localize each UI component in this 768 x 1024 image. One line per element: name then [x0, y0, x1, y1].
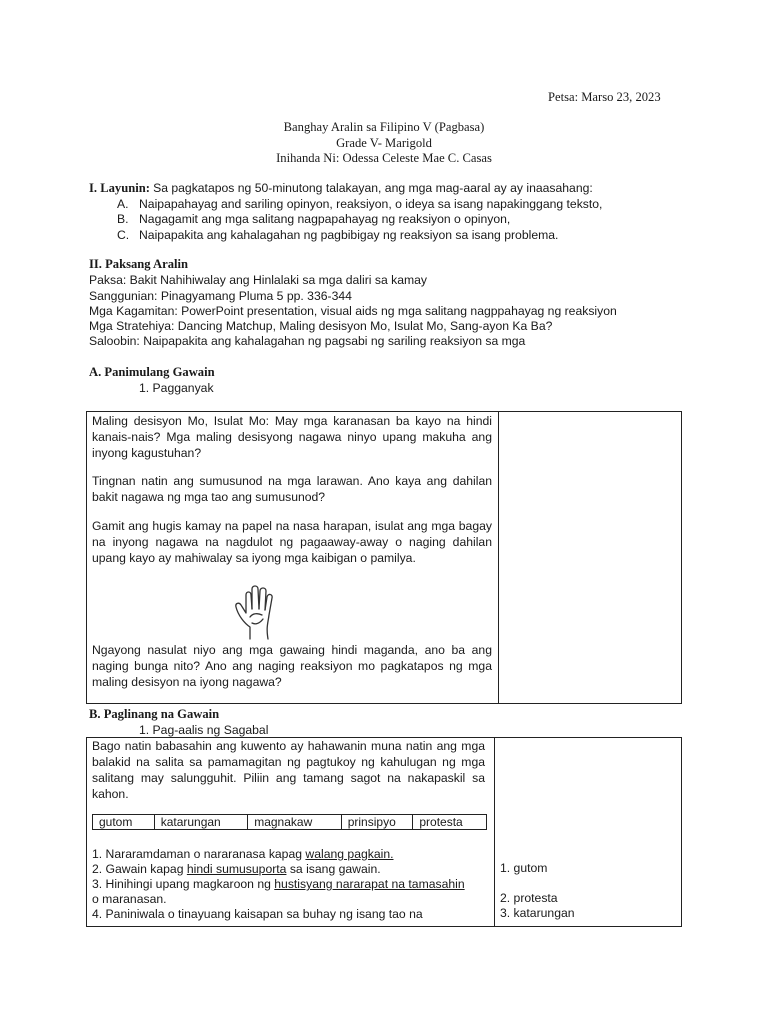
word-choices-box — [92, 814, 487, 830]
objective-text: Naipapakita ang kahalagahan ng pagbibigay ng reaksiyon sa isang problema. — [139, 228, 559, 242]
answer-item: 3. katarungan — [500, 906, 575, 920]
subject-materials: Mga Kagamitan: PowerPoint presentation, visual aids ng mga salitang nagppahayag ng reaksiyon — [89, 304, 617, 318]
section-b-heading: B. Paglinang na Gawain — [89, 707, 220, 721]
lesson-title: Banghay Aralin sa Filipino V (Pagbasa) — [283, 120, 485, 134]
section-a-subheading: 1. Pagganyak — [139, 381, 214, 395]
answer-item: 2. protesta — [500, 891, 558, 905]
objective-text: Naipapahayag and sariling opinyon, reaksiyon, o ideya sa isang napakinggang teksto, — [139, 197, 603, 211]
subject-heading: II. Paksang Aralin — [89, 257, 189, 271]
vocab-item: 2. Gawain kapag hindi sumusuporta sa isang gawain. — [92, 862, 381, 876]
answer-item: 1. gutom — [500, 861, 548, 875]
objective-letter: A. — [117, 197, 129, 211]
objectives-intro: Sa pagkatapos ng 50-minutong talakayan, ang mga mag-aaral ay ay inaasahang: — [153, 181, 593, 195]
subject-strategies: Mga Stratehiya: Dancing Matchup, Maling desisyon Mo, Isulat Mo, Sang-ayon Ka Ba? — [89, 319, 553, 333]
vocab-item: 3. Hinihingi upang magkaroon ng hustisyang nararapat na tamasahin — [92, 877, 465, 891]
motivation-para-2: Tingnan natin ang sumusunod na mga larawan. Ano kaya ang dahilan bakit nagawa ng mga tao ang sumusunod? — [92, 474, 492, 504]
author: Inihanda Ni: Odessa Celeste Mae C. Casas — [276, 151, 492, 165]
section-a-heading: A. Panimulang Gawain — [89, 365, 215, 379]
vocabulary-intro: Bago natin babasahin ang kuwento ay hahawanin muna natin ang mga balakid na salita sa pamamagitan ng pagtukoy ng kahulugan ng mga salitang may salungguhit. Piliin ang tamang sagot na nakapaskil sa kahon. — [92, 739, 485, 801]
section-b-subheading: 1. Pag-aalis ng Sagabal — [139, 723, 269, 737]
hand-icon — [232, 583, 292, 643]
vocab-item: o maranasan. — [92, 892, 167, 906]
objective-letter: B. — [117, 212, 129, 226]
objective-text: Nagagamit ang mga salitang nagpapahayag ng reaksiyon o opinyon, — [139, 212, 511, 226]
table-divider — [498, 411, 499, 704]
objectives-line — [89, 180, 593, 196]
word-choice: gutom — [93, 815, 155, 829]
objectives-heading: I. Layunin: — [89, 181, 150, 195]
table-divider — [494, 737, 495, 927]
word-choice: magnakaw — [248, 815, 342, 829]
motivation-para-3: Gamit ang hugis kamay na papel na nasa harapan, isulat ang mga bagay na inyong nagawa na nagdulot ng pagaaway-away o naging dahilan upang kayo ay mahiwalay sa iyong mga kaibigan o pamilya. — [92, 519, 492, 565]
word-choice: protesta — [419, 815, 463, 829]
date: Petsa: Marso 23, 2023 — [548, 90, 661, 104]
grade-section: Grade V- Marigold — [336, 136, 432, 150]
vocab-item: 1. Nararamdaman o nararanasa kapag walang pagkain. — [92, 847, 394, 861]
vocab-item: 4. Paniniwala o tinayuang kaisapan sa buhay ng isang tao na — [92, 907, 423, 921]
motivation-para-1: Maling desisyon Mo, Isulat Mo: May mga karanasan ba kayo na hindi kanais-nais? Mga maling desisyong nagawa ninyo upang makuha ang inyong kagustuhan? — [92, 414, 492, 460]
subject-reference: Sanggunian: Pinagyamang Pluma 5 pp. 336-344 — [89, 289, 352, 303]
motivation-para-4: Ngayong nasulat niyo ang mga gawaing hindi maganda, ano ba ang naging bunga nito? Ano ang naging reaksiyon mo pagkatapos ng mga maling desisyon na iyong nagawa? — [92, 643, 492, 689]
subject-topic: Paksa: Bakit Nahihiwalay ang Hinlalaki sa mga daliri sa kamay — [89, 273, 428, 287]
objective-letter: C. — [117, 228, 130, 242]
subject-values: Saloobin: Naipapakita ang kahalagahan ng pagsabi ng sariling reaksiyon sa mga — [89, 334, 526, 348]
word-choice: katarungan — [155, 815, 249, 829]
word-choice: prinsipyo — [342, 815, 414, 829]
